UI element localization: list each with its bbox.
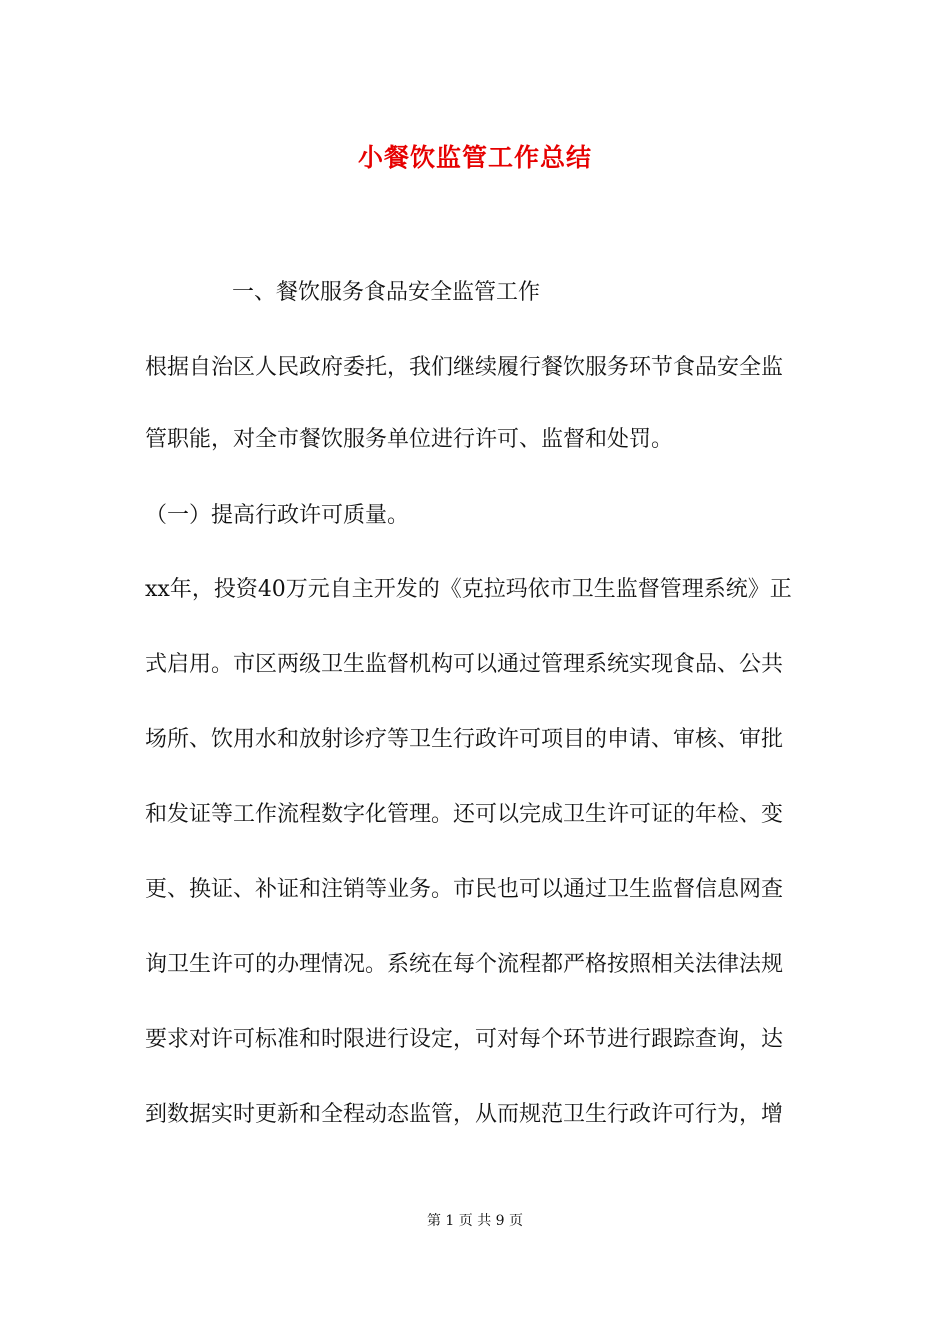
page-footer: 第 1 页 共 9 页 — [426, 1213, 524, 1229]
body-line-7: 更、换证、补证和注销等业务。市民也可以通过卫生监督信息网查 — [145, 877, 784, 902]
body-line-4: 式启用。市区两级卫生监督机构可以通过管理系统实现食品、公共 — [145, 652, 784, 677]
body-line-6: 和发证等工作流程数字化管理。还可以完成卫生许可证的年检、变 — [145, 802, 784, 827]
body-line-1: 根据自治区人民政府委托，我们继续履行餐饮服务环节食品安全监 — [145, 355, 784, 380]
body-line-9: 要求对许可标准和时限进行设定，可对每个环节进行跟踪查询，达 — [145, 1027, 784, 1052]
document-title: 小餐饮监管工作总结 — [357, 143, 592, 172]
body-line-3: xx年，投资40万元自主开发的《克拉玛依市卫生监督管理系统》正 — [145, 577, 792, 602]
body-line-5: 场所、饮用水和放射诊疗等卫生行政许可项目的申请、审核、审批 — [145, 727, 784, 752]
body-line-10: 到数据实时更新和全程动态监管，从而规范卫生行政许可行为，增 — [145, 1102, 784, 1127]
body-line-2: 管职能，对全市餐饮服务单位进行许可、监督和处罚。 — [145, 427, 674, 452]
body-line-8: 询卫生许可的办理情况。系统在每个流程都严格按照相关法律法规 — [145, 952, 784, 977]
section-heading: 一、餐饮服务食品安全监管工作 — [232, 280, 541, 305]
subsection-heading: （一）提高行政许可质量。 — [145, 503, 410, 528]
